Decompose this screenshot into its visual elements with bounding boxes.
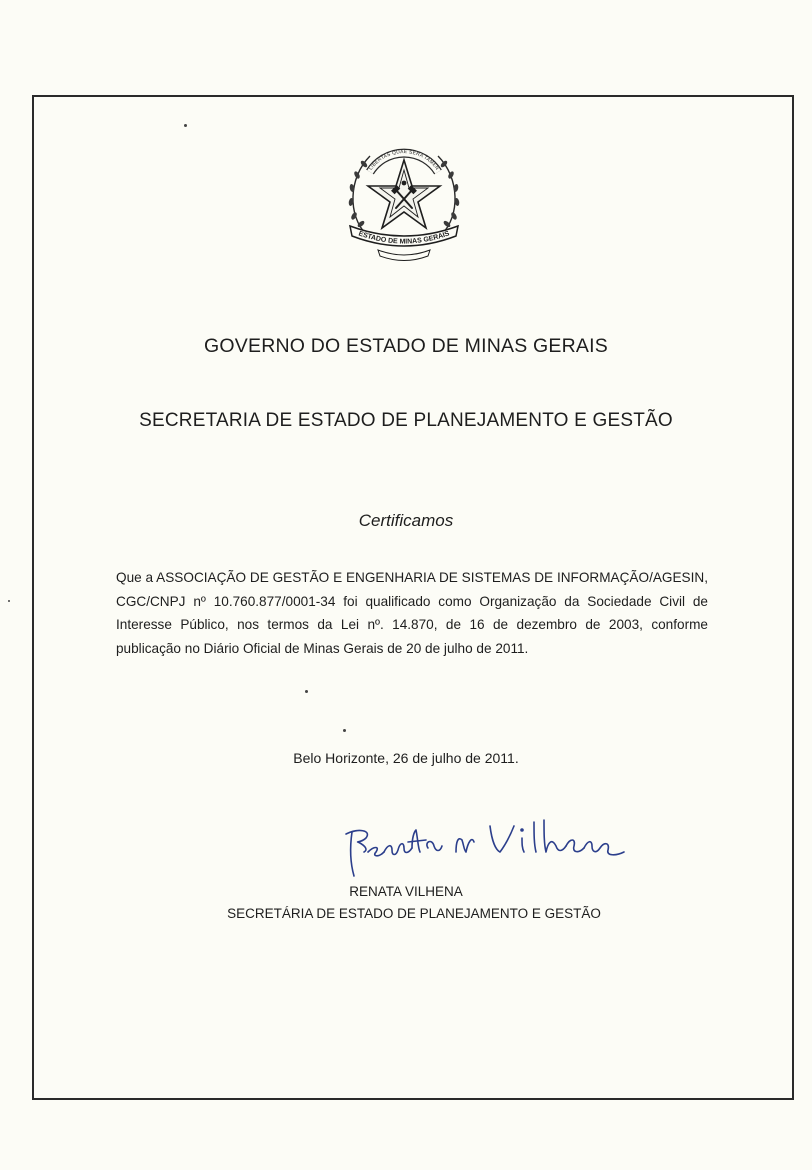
scan-speck [8,600,10,602]
secretariat-title: SECRETARIA DE ESTADO DE PLANEJAMENTO E GESTÃO [139,410,673,431]
minas-gerais-coat-of-arms-icon [340,138,468,266]
handwritten-signature [338,812,643,882]
scan-speck [305,690,308,693]
certificate-heading: Certificamos [358,511,454,530]
scan-speck [343,729,346,732]
government-title: GOVERNO DO ESTADO DE MINAS GERAIS [204,335,608,357]
seal-motto: LIBERTAS QUAE SERA TAMEN [368,150,440,172]
certificate-body: Que a ASSOCIAÇÃO DE GESTÃO E ENGENHARIA DE SISTEMAS DE INFORMAÇÃO/AGESIN, CGC/CNPJ nº 10.760.877/0001-34 foi qualificado como Organização da Sociedade Civil de Interesse Público, nos termos da Lei nº. 14.870, de 16 de dezembro de 2003, conforme publicação no Diário Oficial de Minas Gerais de 20 de julho de 2011. [116,570,708,656]
signer-name: RENATA VILHENA [349,884,463,899]
place-and-date: Belo Horizonte, 26 de julho de 2011. [293,750,519,766]
signer-title: SECRETÁRIA DE ESTADO DE PLANEJAMENTO E GESTÃO [227,906,601,921]
seal-banner-text: ESTADO DE MINAS GERAIS [357,230,451,246]
scan-speck [184,124,187,127]
